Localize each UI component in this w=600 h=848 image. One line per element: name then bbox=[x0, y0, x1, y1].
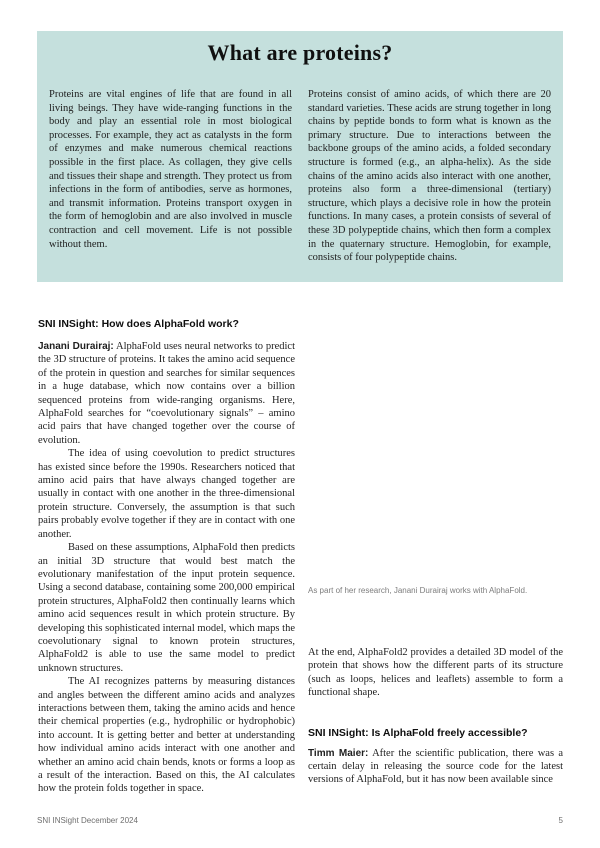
paragraph-ai-pattern-recognition: The AI recognizes patterns by measuring distances and angles between the different amino acids and analyzes interactions between them, taking the amino acids and hence their chemical properties (e.g., hydrophilic or hydrophobic) into account. It is getting better and better at understanding how individual amino acids interact with one another and whether an amino acid chain bends, knots or forms a loop as a result of the interaction. Based on this, the AI calculates how the protein folds together in space. bbox=[38, 676, 295, 795]
photo-placeholder bbox=[308, 318, 563, 586]
infobox-columns bbox=[49, 88, 551, 265]
paragraph-answer-1-text: AlphaFold uses neural networks to predict the 3D structure of proteins. It takes the amino acid sequence of the protein in question and searches for similar sequences in a huge database, which now contains over a billion sequenced proteins from wide-ranging organisms. Here, AlphaFold searches for “coevolutionary signals” – amino acid pairs that have changed together over the course of evolution. bbox=[38, 341, 296, 446]
page-number: 5 bbox=[558, 816, 563, 825]
paragraph-answer-2-text: After the scientific publication, there was a certain delay in releasing the source code for the latest versions of AlphaFold, but it has now been available since bbox=[308, 747, 563, 786]
paragraph-coevolution-history: The idea of using coevolution to predict structures has existed since before the 1990s. Researchers noticed that amino acid pairs that have always changed together are usually in contact with one another in the three-dimensional protein structure. Conversely, the assumption is that such pairs probably evolve together if they are in contact with one another. bbox=[38, 448, 295, 540]
photo-caption: As part of her research, Janani Durairaj works with AlphaFold. bbox=[308, 586, 528, 595]
infobox-column-right: Proteins consist of amino acids, of which there are 20 standard varieties. These acids are strung together in long chains by peptide bonds to form what is known as the primary structure. Due to interactions between the backbone groups of the amino acids, a folded secondary structure is formed (e.g., an alpha-helix). As the side chains of the amino acids also interact with one another, proteins also form a three-dimensional (tertiary) structure, which plays a decisive role in how the protein functions. In many cases, a protein consists of several of these 3D polypeptide chains, which then form a complex in the quaternary structure. Hemoglobin, for example, consists of four polypeptide chains. bbox=[308, 89, 551, 264]
speaker-name-janani-durairaj: Janani Durairaj: bbox=[38, 341, 114, 352]
infobox-column-left: Proteins are vital engines of life that are found in all living beings. They have wide-ranging functions in the body and play an essential role in most biological processes. For example, they act as catalysts in the form of enzymes and make numerous chemical reactions possible in the first place. As collagen, they give cells and tissues their shape and strength. They protect us from infections in the form of antibodies, serve as hormones, and transmit information. Proteins transport oxygen in the form of hemoglobin and are also involved in muscle contraction and cell movement. Life is not possible without them. bbox=[49, 89, 292, 250]
paragraph-alphafold2-training: Based on these assumptions, AlphaFold then predicts an initial 3D structure that would best match the evolutionary manifestation of the input protein sequence. Using a second database, containing some 200,000 empirical protein structures, AlphaFold2 then continually learns which amino acid sequences result in which protein structure. By developing this sophisticated internal model, which maps the coevolutionary signal to known protein structures, AlphaFold2 is able to use the same model to predict unknown structures. bbox=[38, 542, 295, 674]
page-footer bbox=[37, 816, 563, 825]
infobox-what-are-proteins bbox=[37, 31, 563, 282]
article-left-column bbox=[38, 318, 295, 796]
footer-issue-label: SNI INSight December 2024 bbox=[37, 816, 138, 825]
article-right-column bbox=[308, 318, 563, 796]
section-heading-is-alphafold-freely-accessible: SNI INSight: Is AlphaFold freely accessible? bbox=[308, 726, 528, 739]
paragraph-answer-2 bbox=[308, 747, 563, 787]
section-heading-how-does-alphafold-work: SNI INSight: How does AlphaFold work? bbox=[38, 318, 239, 330]
speaker-name-timm-maier: Timm Maier: bbox=[308, 747, 369, 759]
infobox-title: What are proteins? bbox=[207, 40, 393, 65]
paragraph-3d-model-result: At the end, AlphaFold2 provides a detailed 3D model of the protein that shows how the different parts of its structure (such as loops, helices and leaflets) assemble to form a functional shape. bbox=[308, 647, 563, 699]
paragraph-answer-1 bbox=[38, 340, 295, 447]
article-body bbox=[38, 318, 563, 796]
